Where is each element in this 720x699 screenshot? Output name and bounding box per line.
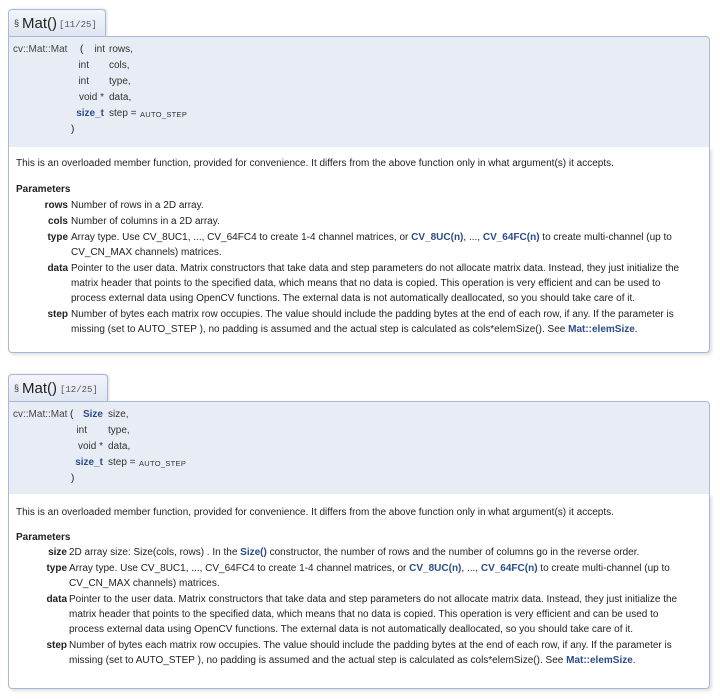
param-type: int (94, 44, 105, 55)
param-doc-text: Array type. Use CV_8UC1, ..., CV_64FC4 to create 1-4 channel matrices, or CV_8UC(n), ..., CV_64FC(n) to create multi-channel (up to (71, 232, 672, 243)
param-name: data, (108, 441, 131, 452)
function-title: Mat() (22, 15, 57, 32)
overload-index: [12/25] (60, 385, 98, 395)
description: This is an overloaded member function, provided for convenience. It differs from the above function only in what argument(s) it accepts. (16, 158, 614, 169)
param-type: void * (78, 92, 104, 103)
function-doc (8, 494, 710, 689)
link-mat-elemsize[interactable]: Mat::elemSize (566, 655, 633, 666)
param-name: type, (108, 425, 130, 436)
link-size[interactable]: Size() (240, 547, 267, 558)
param-doc-name: cols (47, 216, 68, 227)
function-prototype (8, 401, 710, 496)
param-doc-text: missing (set to AUTO_STEP ), no padding is assumed and the actual step is calculated as cols*elemSize(). See Mat::elemSize. (69, 655, 636, 666)
param-type: int (76, 425, 87, 436)
param-doc-text: Pointer to the user data. Matrix constructors that take data and step parameters do not allocate matrix data. Instead, they just initialize the (69, 594, 678, 605)
param-doc-text: process external data using OpenCV functions. The external data is not automatically deallocated, so you should take care of it. (71, 293, 636, 304)
link-cv-64fc[interactable]: CV_64FC(n) (480, 563, 538, 574)
param-doc-text: process external data using OpenCV functions. The external data is not automatically deallocated, so you should take care of it. (69, 624, 634, 635)
param-doc-name: rows (44, 200, 68, 211)
param-doc-text: CV_CN_MAX channels) matrices. (69, 578, 220, 589)
open-paren: ( (70, 409, 74, 420)
param-doc-name: step (46, 640, 67, 651)
param-name: rows, (109, 44, 133, 55)
param-name: size, (108, 409, 129, 420)
param-doc-name: type (46, 563, 67, 574)
param-doc-text: matrix header that points to the specified data, which means that no data is copied. This operation is very efficient and can be used to (71, 278, 661, 289)
param-doc-name: step (47, 309, 68, 320)
param-name: step = (109, 108, 137, 119)
param-doc-name: size (48, 547, 67, 558)
function-title: Mat() (22, 380, 57, 397)
param-doc-name: data (46, 594, 67, 605)
param-doc-text: Array type. Use CV_8UC1, ..., CV_64FC4 to create 1-4 channel matrices, or CV_8UC(n), ..., CV_64FC(n) to create multi-channel (up to (69, 563, 670, 574)
param-type-link[interactable]: size_t (76, 108, 104, 119)
section-mark: § (14, 383, 20, 393)
param-type: int (78, 76, 89, 87)
default-value: AUTO_STEP (139, 459, 187, 468)
param-doc-text: Number of bytes each matrix row occupies. The value should include the padding bytes at the end of each row, if any. If the parameter is (69, 640, 672, 651)
param-doc-text: CV_CN_MAX channels) matrices. (71, 247, 222, 258)
param-doc-text: matrix header that points to the specified data, which means that no data is copied. This operation is very efficient and can be used to (69, 609, 659, 620)
link-cv-8uc[interactable]: CV_8UC(n) (409, 563, 462, 574)
param-doc-text: Number of columns in a 2D array. (71, 216, 220, 227)
param-name: type, (109, 76, 131, 87)
function-tab (8, 9, 106, 36)
param-doc-text: missing (set to AUTO_STEP ), no padding is assumed and the actual step is calculated as cols*elemSize(). See Mat::elemSize. (71, 324, 638, 335)
function-doc (8, 147, 710, 353)
param-type-link[interactable]: Size (82, 409, 103, 420)
param-name: data, (109, 92, 132, 103)
params-heading: Parameters (16, 532, 71, 543)
param-doc-text: Pointer to the user data. Matrix constructors that take data and step parameters do not allocate matrix data. Instead, they just initialize the (71, 263, 680, 274)
param-doc-text: Number of rows in a 2D array. (71, 200, 204, 211)
param-type-link[interactable]: size_t (75, 457, 103, 468)
link-cv-8uc[interactable]: CV_8UC(n) (411, 232, 464, 243)
param-name: step = (108, 457, 136, 468)
overload-index: [11/25] (59, 20, 97, 30)
section-mark: § (14, 18, 20, 28)
param-type: void * (77, 441, 103, 452)
open-paren: ( (80, 44, 84, 55)
param-name: cols, (109, 60, 130, 71)
function-prototype (8, 36, 710, 149)
link-cv-64fc[interactable]: CV_64FC(n) (482, 232, 540, 243)
param-doc-text: 2D array size: Size(cols, rows) . In the Size() constructor, the number of rows and the number of columns go in the reverse order. (69, 547, 640, 558)
close-paren: ) (71, 124, 75, 135)
param-doc-name: type (47, 232, 68, 243)
function-tab (8, 374, 108, 401)
description: This is an overloaded member function, provided for convenience. It differs from the above function only in what argument(s) it accepts. (16, 507, 614, 518)
class-name: cv::Mat::Mat (13, 409, 68, 420)
link-mat-elemsize[interactable]: Mat::elemSize (568, 324, 635, 335)
param-doc-name: data (47, 263, 68, 274)
class-name: cv::Mat::Mat (13, 44, 68, 55)
default-value: AUTO_STEP (140, 110, 188, 119)
params-heading: Parameters (16, 184, 71, 195)
close-paren: ) (71, 473, 75, 484)
param-type: int (78, 60, 89, 71)
param-doc-text: Number of bytes each matrix row occupies. The value should include the padding bytes at the end of each row, if any. If the parameter is (71, 309, 674, 320)
